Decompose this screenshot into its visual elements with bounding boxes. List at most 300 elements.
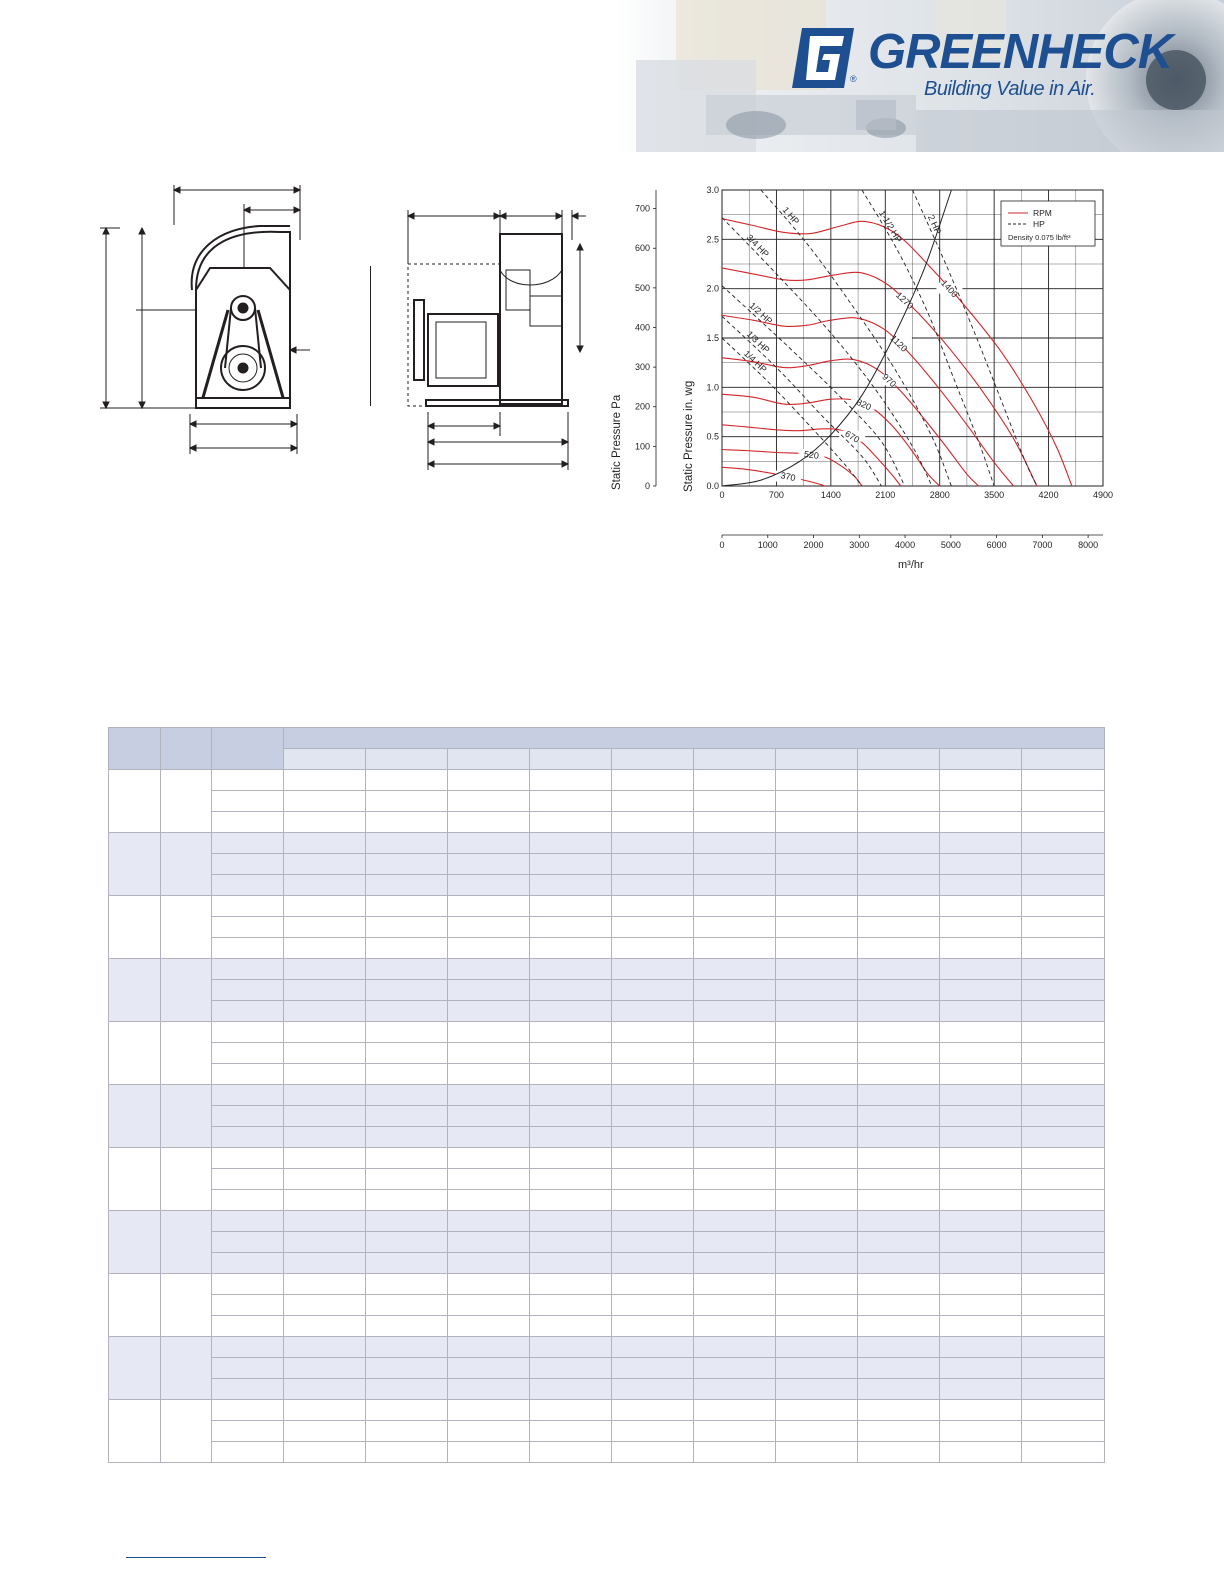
performance-table [108, 727, 1105, 1463]
table-cell [776, 1337, 858, 1358]
table-cell [448, 980, 530, 1001]
table-cell [776, 1148, 858, 1169]
table-cell [284, 1043, 366, 1064]
table-cell [1022, 1379, 1105, 1400]
table-cell [212, 791, 284, 812]
table-cell [212, 1379, 284, 1400]
table-group-cell [161, 833, 212, 896]
table-cell [366, 1316, 448, 1337]
x2-tick-label: 2000 [803, 540, 824, 550]
table-cell [448, 1169, 530, 1190]
table-cell [858, 917, 940, 938]
y-tick-label: 0.5 [706, 431, 719, 442]
table-cell [612, 1190, 694, 1211]
table-subheader-cell [448, 749, 530, 770]
x-tick-label: 2100 [875, 490, 896, 500]
table-cell [530, 1316, 612, 1337]
table-cell [530, 1148, 612, 1169]
table-cell [284, 1106, 366, 1127]
table-cell [212, 938, 284, 959]
table-subheader-cell [1022, 749, 1105, 770]
table-group-cell [109, 1022, 161, 1085]
table-row [109, 1085, 1105, 1106]
table-row [109, 1127, 1105, 1148]
rpm-curve-label: 820 [854, 396, 873, 413]
table-cell [448, 917, 530, 938]
table-cell [858, 812, 940, 833]
table-cell [366, 1358, 448, 1379]
table-row [109, 1253, 1105, 1274]
table-cell [366, 833, 448, 854]
table-cell [448, 1106, 530, 1127]
table-cell [694, 1106, 776, 1127]
table-cell [776, 812, 858, 833]
table-cell [776, 1400, 858, 1421]
table-cell [612, 833, 694, 854]
table-row [109, 1169, 1105, 1190]
table-row [109, 1022, 1105, 1043]
table-cell [1022, 1421, 1105, 1442]
table-cell [612, 1106, 694, 1127]
table-cell [530, 1106, 612, 1127]
table-cell [366, 1085, 448, 1106]
table-cell [530, 1358, 612, 1379]
table-cell [1022, 1295, 1105, 1316]
table-row [109, 875, 1105, 896]
table-cell [1022, 1043, 1105, 1064]
table-cell [212, 959, 284, 980]
x2-tick-label: 6000 [986, 540, 1007, 550]
table-row [109, 938, 1105, 959]
table-cell [212, 1022, 284, 1043]
table-cell [858, 1337, 940, 1358]
footer-link-underline[interactable] [126, 1557, 266, 1558]
table-cell [530, 1001, 612, 1022]
table-cell [366, 980, 448, 1001]
table-cell [612, 791, 694, 812]
table-cell [366, 1001, 448, 1022]
table-cell [530, 791, 612, 812]
table-cell [284, 1358, 366, 1379]
table-cell [694, 1400, 776, 1421]
table-cell [858, 1064, 940, 1085]
table-cell [530, 1442, 612, 1463]
table-cell [858, 833, 940, 854]
table-row [109, 1106, 1105, 1127]
table-cell [212, 1169, 284, 1190]
table-cell [612, 917, 694, 938]
table-cell [612, 1274, 694, 1295]
table-cell [1022, 1169, 1105, 1190]
table-cell [1022, 980, 1105, 1001]
table-cell [776, 791, 858, 812]
table-row [109, 854, 1105, 875]
table-cell [776, 1316, 858, 1337]
table-cell [858, 959, 940, 980]
table-cell [694, 875, 776, 896]
table-cell [940, 833, 1022, 854]
table-cell [940, 1400, 1022, 1421]
table-cell [366, 1379, 448, 1400]
table-cell [694, 770, 776, 791]
table-subheader-cell [284, 749, 366, 770]
table-subheader-cell [694, 749, 776, 770]
table-cell [940, 812, 1022, 833]
table-cell [858, 938, 940, 959]
table-cell [366, 1022, 448, 1043]
table-cell [612, 1001, 694, 1022]
table-cell [940, 1316, 1022, 1337]
table-cell [212, 980, 284, 1001]
table-cell [612, 1148, 694, 1169]
table-group-cell [109, 896, 161, 959]
table-cell [858, 1358, 940, 1379]
table-cell [694, 1211, 776, 1232]
table-group-cell [109, 770, 161, 833]
table-cell [858, 1106, 940, 1127]
table-cell [694, 1337, 776, 1358]
table-cell [212, 1442, 284, 1463]
table-cell [1022, 1337, 1105, 1358]
table-group-cell [109, 1211, 161, 1274]
table-subheader-cell [612, 749, 694, 770]
table-header-row [109, 728, 1105, 749]
table-cell [694, 938, 776, 959]
table-cell [448, 1295, 530, 1316]
table-cell [940, 917, 1022, 938]
table-cell [1022, 1190, 1105, 1211]
table-cell [530, 1400, 612, 1421]
x2-tick-label: 4000 [895, 540, 916, 550]
table-cell [694, 1421, 776, 1442]
hp-curve-label: 1/4 HP [741, 348, 769, 375]
rpm-curve-1400 [722, 219, 1072, 486]
table-row [109, 1400, 1105, 1421]
table-cell [530, 1379, 612, 1400]
table-cell [776, 896, 858, 917]
table-cell [858, 1379, 940, 1400]
table-cell [694, 1253, 776, 1274]
table-cell [448, 875, 530, 896]
table-cell [612, 770, 694, 791]
table-cell [448, 1274, 530, 1295]
y2-tick-label: 400 [634, 322, 650, 333]
table-cell [212, 1148, 284, 1169]
y-tick-label: 0.0 [706, 481, 719, 491]
table-row [109, 1211, 1105, 1232]
table-cell [858, 1085, 940, 1106]
x2-tick-label: 7000 [1032, 540, 1053, 550]
table-cell [1022, 854, 1105, 875]
table-cell [448, 1085, 530, 1106]
table-cell [212, 1274, 284, 1295]
table-cell [284, 1022, 366, 1043]
table-row [109, 812, 1105, 833]
legend-density-note: Density 0.075 lb/ft³ [1008, 233, 1071, 242]
table-cell [940, 1211, 1022, 1232]
brand-name: GREENHECK [868, 25, 1173, 79]
table-cell [858, 1232, 940, 1253]
performance-chart [606, 180, 1116, 580]
table-cell [530, 1295, 612, 1316]
table-cell [212, 1421, 284, 1442]
table-cell [1022, 1358, 1105, 1379]
table-cell [284, 791, 366, 812]
table-cell [776, 1190, 858, 1211]
rpm-curve-label: 520 [803, 449, 820, 461]
table-cell [212, 812, 284, 833]
table-cell [1022, 875, 1105, 896]
table-cell [366, 1169, 448, 1190]
table-cell [940, 938, 1022, 959]
table-row [109, 1337, 1105, 1358]
table-cell [448, 1400, 530, 1421]
table-cell [940, 1190, 1022, 1211]
table-cell [1022, 1211, 1105, 1232]
table-cell [212, 770, 284, 791]
table-cell [530, 1337, 612, 1358]
x2-tick-label: 1000 [757, 540, 778, 550]
table-cell [612, 1295, 694, 1316]
table-cell [530, 1022, 612, 1043]
table-cell [940, 854, 1022, 875]
table-cell [776, 770, 858, 791]
x2-tick-label: 8000 [1078, 540, 1099, 550]
table-cell [448, 1421, 530, 1442]
table-cell [366, 1106, 448, 1127]
table-cell [284, 1127, 366, 1148]
table-cell [212, 1295, 284, 1316]
y2-axis-title: Static Pressure Pa [611, 394, 623, 490]
table-cell [448, 1127, 530, 1148]
table-cell [1022, 1148, 1105, 1169]
x2-tick-label: 5000 [940, 540, 961, 550]
table-cell [612, 1400, 694, 1421]
table-cell [448, 896, 530, 917]
table-cell [366, 1064, 448, 1085]
table-cell [858, 875, 940, 896]
table-cell [776, 1043, 858, 1064]
x-tick-label: 2800 [929, 490, 950, 500]
hp-curve-label: 1/2 HP [747, 300, 775, 327]
table-cell [612, 812, 694, 833]
table-cell [776, 1274, 858, 1295]
table-cell [448, 1022, 530, 1043]
table-cell [366, 1148, 448, 1169]
table-group-cell [109, 1400, 161, 1463]
table-cell [366, 1421, 448, 1442]
table-cell [1022, 896, 1105, 917]
table-cell [284, 1295, 366, 1316]
table-cell [284, 854, 366, 875]
table-cell [366, 1232, 448, 1253]
table-cell [366, 1442, 448, 1463]
table-subheader-cell [776, 749, 858, 770]
rpm-curve-label: 1270 [894, 289, 916, 312]
table-cell [612, 854, 694, 875]
y2-tick-label: 500 [634, 282, 650, 293]
table-cell [612, 980, 694, 1001]
table-cell [612, 1253, 694, 1274]
table-cell [776, 1421, 858, 1442]
table-row [109, 1064, 1105, 1085]
table-cell [694, 854, 776, 875]
y-tick-label: 2.0 [706, 283, 719, 294]
table-cell [694, 959, 776, 980]
table-cell [776, 854, 858, 875]
table-cell [448, 1064, 530, 1085]
table-cell [212, 1085, 284, 1106]
table-cell [612, 1127, 694, 1148]
x-tick-label: 4200 [1038, 490, 1059, 500]
side-view-height-dimension [370, 266, 371, 406]
table-cell [366, 1400, 448, 1421]
table-cell [212, 1106, 284, 1127]
hp-curve-label: 1-1/2 HP [877, 208, 904, 245]
table-cell [858, 770, 940, 791]
table-cell [940, 1148, 1022, 1169]
table-cell [776, 1022, 858, 1043]
table-cell [448, 1211, 530, 1232]
table-cell [858, 1043, 940, 1064]
table-cell [284, 896, 366, 917]
table-cell [284, 1001, 366, 1022]
registered-mark: ® [850, 74, 857, 84]
table-cell [284, 938, 366, 959]
table-cell [448, 812, 530, 833]
table-group-cell [109, 959, 161, 1022]
table-cell [448, 1232, 530, 1253]
table-cell [448, 959, 530, 980]
table-cell [612, 959, 694, 980]
table-cell [858, 896, 940, 917]
hp-curve-label: 2 HP [925, 213, 944, 236]
table-row [109, 1316, 1105, 1337]
table-cell [612, 1358, 694, 1379]
table-cell [212, 1337, 284, 1358]
y-tick-label: 2.5 [706, 234, 719, 245]
table-cell [940, 1253, 1022, 1274]
table-cell [1022, 833, 1105, 854]
table-group-cell [109, 833, 161, 896]
table-cell [284, 1085, 366, 1106]
table-cell [284, 1274, 366, 1295]
table-cell [940, 791, 1022, 812]
table-cell [366, 1190, 448, 1211]
table-cell [212, 1232, 284, 1253]
table-cell [612, 1211, 694, 1232]
table-cell [366, 1253, 448, 1274]
table-cell [530, 812, 612, 833]
table-cell [940, 770, 1022, 791]
table-cell [858, 1148, 940, 1169]
legend-hp-label: HP [1033, 219, 1045, 229]
table-cell [1022, 1232, 1105, 1253]
x2-tick-label: 0 [719, 540, 725, 550]
table-cell [448, 1190, 530, 1211]
table-cell [448, 1358, 530, 1379]
table-cell [776, 1232, 858, 1253]
table-cell [366, 959, 448, 980]
table-cell [284, 1232, 366, 1253]
table-cell [694, 896, 776, 917]
table-cell [858, 791, 940, 812]
table-row [109, 1295, 1105, 1316]
table-cell [776, 917, 858, 938]
table-cell [694, 1127, 776, 1148]
table-group-cell [161, 1085, 212, 1148]
table-cell [694, 1148, 776, 1169]
table-row [109, 917, 1105, 938]
table-cell [940, 896, 1022, 917]
brand-tagline: Building Value in Air. [924, 78, 1096, 100]
table-cell [694, 812, 776, 833]
table-row [109, 770, 1105, 791]
table-cell [694, 917, 776, 938]
table-cell [612, 1316, 694, 1337]
hp-curve-label: 1/3 HP [744, 328, 772, 356]
table-cell [694, 1316, 776, 1337]
table-cell [776, 1001, 858, 1022]
y2-tick-label: 700 [634, 203, 650, 214]
table-cell [284, 917, 366, 938]
table-cell [530, 854, 612, 875]
front-view-drawing [100, 180, 310, 460]
table-group-cell [109, 1085, 161, 1148]
table-cell [776, 1253, 858, 1274]
rpm-curve-370 [722, 467, 825, 486]
table-cell [212, 1190, 284, 1211]
table-cell [1022, 1400, 1105, 1421]
table-cell [366, 1274, 448, 1295]
table-cell [940, 875, 1022, 896]
table-cell [284, 1064, 366, 1085]
table-group-cell [161, 1337, 212, 1400]
table-cell [612, 938, 694, 959]
table-cell [284, 980, 366, 1001]
table-cell [1022, 938, 1105, 959]
table-cell [530, 833, 612, 854]
table-cell [694, 1190, 776, 1211]
table-group-cell [161, 959, 212, 1022]
table-cell [366, 770, 448, 791]
y-axis-title: Static Pressure in. wg [683, 380, 695, 492]
table-cell [612, 1043, 694, 1064]
table-cell [776, 938, 858, 959]
table-cell [530, 959, 612, 980]
table-cell [940, 1064, 1022, 1085]
y-tick-label: 3.0 [706, 185, 719, 195]
table-cell [776, 1379, 858, 1400]
x2-tick-label: 3000 [849, 540, 870, 550]
table-cell [212, 1064, 284, 1085]
table-cell [448, 1253, 530, 1274]
table-cell [530, 1232, 612, 1253]
table-cell [940, 1043, 1022, 1064]
table-cell [366, 812, 448, 833]
table-cell [530, 896, 612, 917]
table-subheader-cell [858, 749, 940, 770]
x2-axis-title: m³/hr [898, 559, 924, 571]
table-header-cell [212, 728, 284, 770]
table-cell [612, 1085, 694, 1106]
table-cell [448, 791, 530, 812]
table-cell [612, 1337, 694, 1358]
table-row [109, 1001, 1105, 1022]
table-cell [212, 1400, 284, 1421]
table-cell [694, 1274, 776, 1295]
table-header-cell [109, 728, 161, 770]
